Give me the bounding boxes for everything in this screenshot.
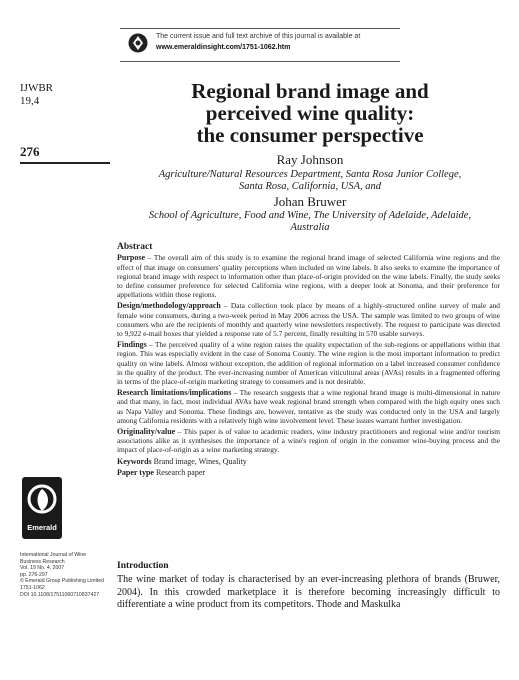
abstract-originality: Originality/value – This paper is of value to academic readers, wine industry practitioners and regional wine and/or tourism associations alike as it synthesises the importance of a wine's region of origin in the consumer wine-buying process and the impact of place-of-origin as a wine marketing strategy. [117, 426, 500, 455]
pubinfo-line: International Journal of Wine [20, 552, 87, 558]
page-rule [20, 162, 110, 164]
keywords: Keywords Brand image, Wines, Quality [117, 456, 247, 466]
publication-info [20, 552, 115, 598]
pubinfo-line: © Emerald Group Publishing Limited [20, 578, 104, 585]
archive-note: The current issue and full text archive of this journal is available at [156, 33, 361, 40]
pubinfo-line: 1751-1062 [20, 584, 45, 591]
emerald-logo [22, 477, 62, 539]
archive-header [120, 28, 400, 62]
paper-type: Paper type Research paper [117, 467, 206, 477]
affiliation-2 [120, 210, 500, 234]
introduction-heading: Introduction [117, 561, 169, 571]
abstract [117, 243, 500, 479]
abstract-purpose: Purpose – The overall aim of this study is to examine the regional brand image of selected California wine regions and the effect of that image on consumers' quality perceptions when included on wine labels. It also seeks to examine the importance of regional brand image with respect to information other than place-of-origin provided on the wine labels. Finally, the study seeks to define consumer preference for selected California wine regions, with a deeper look at Sonoma, and their preference for appellations within those regions. [117, 253, 500, 300]
abstract-heading: Abstract [117, 242, 153, 252]
affiliation-line: Santa Rosa, California, USA, and [238, 181, 382, 192]
abstract-design: Design/methodology/approach – Data collection took place by means of a highly-structured online survey of male and female wine consumers, during a two-week period in May 2006 across the USA. The sample was limited to two groups of wine consumers who are the recipients of monthly and quarterly wine newsletters respectively. The request to participate was directed to 9,922 e-mail boxes that yielded a response rate of 5.7 percent, finally resulting in 570 usable surveys. [117, 301, 500, 339]
emerald-insight-icon [128, 33, 148, 53]
pubinfo-line: DOI 10.1108/17511060710837427 [20, 591, 100, 598]
page-number: 276 [20, 144, 40, 159]
affiliation-line: School of Agriculture, Food and Wine, The University of Adelaide, Adelaide, [148, 210, 472, 221]
title-line: the consumer perspective [196, 123, 424, 147]
pubinfo-line: Business Research [20, 558, 65, 565]
author-1: Ray Johnson [276, 152, 344, 167]
journal-abbrev: IJWBR [20, 82, 53, 94]
title-line: Regional brand image and [191, 79, 429, 103]
title-line: perceived wine quality: [205, 101, 415, 125]
abstract-findings: Findings – The perceived quality of a wine region raises the quality expectation of the sub-regions or appellations within that region. This was especially evident in the case of Sonoma County. The wine region is the most important information to predict quality on wine labels. Almost without exception, the addition of regional information on a label increased consumer confidence in the quality of the product. The ever-increasing number of American viticultural areas (AVAs) results in a fragmented offering in terms of the place-of-origin marketing strategy to consumers and is not desirable. [117, 339, 500, 387]
affiliation-line: Agriculture/Natural Resources Department, Santa Rosa Junior College, [158, 169, 462, 180]
journal-volume: 19,4 [20, 95, 40, 107]
abstract-limitations: Research limitations/implications – The research suggests that a wine regional brand image is multi-dimensional in nature and that many, in fact, most individual AVAs have weak regional brand strength when compared with the high equity ones such as Napa Valley and Sonoma. These findings are, however, tentative as the study was conducted only in the USA and largely among California residents with a relatively high wine involvement level. These issues warrant further investigation. [117, 387, 500, 425]
affiliation-1 [120, 169, 500, 193]
journal-code [20, 82, 53, 108]
affiliation-line: Australia [290, 222, 330, 233]
author-2: Johan Bruwer [273, 194, 347, 209]
pubinfo-line: Vol. 19 No. 4, 2007 [20, 565, 65, 572]
introduction-text: The wine market of today is characterised by an ever-increasing plethora of brands (Bruwer, 2004). In this crowded marketplace it is therefore becoming increasingly difficult to differentiate a wine product from its competitors. Thode and Maskulka [117, 574, 500, 610]
emerald-logo-text: Emerald [27, 523, 57, 532]
journal-url-link[interactable]: www.emeraldinsight.com/1751-1062.htm [156, 44, 291, 51]
article-title [120, 80, 500, 146]
pubinfo-line: pp. 276-297 [20, 571, 48, 578]
